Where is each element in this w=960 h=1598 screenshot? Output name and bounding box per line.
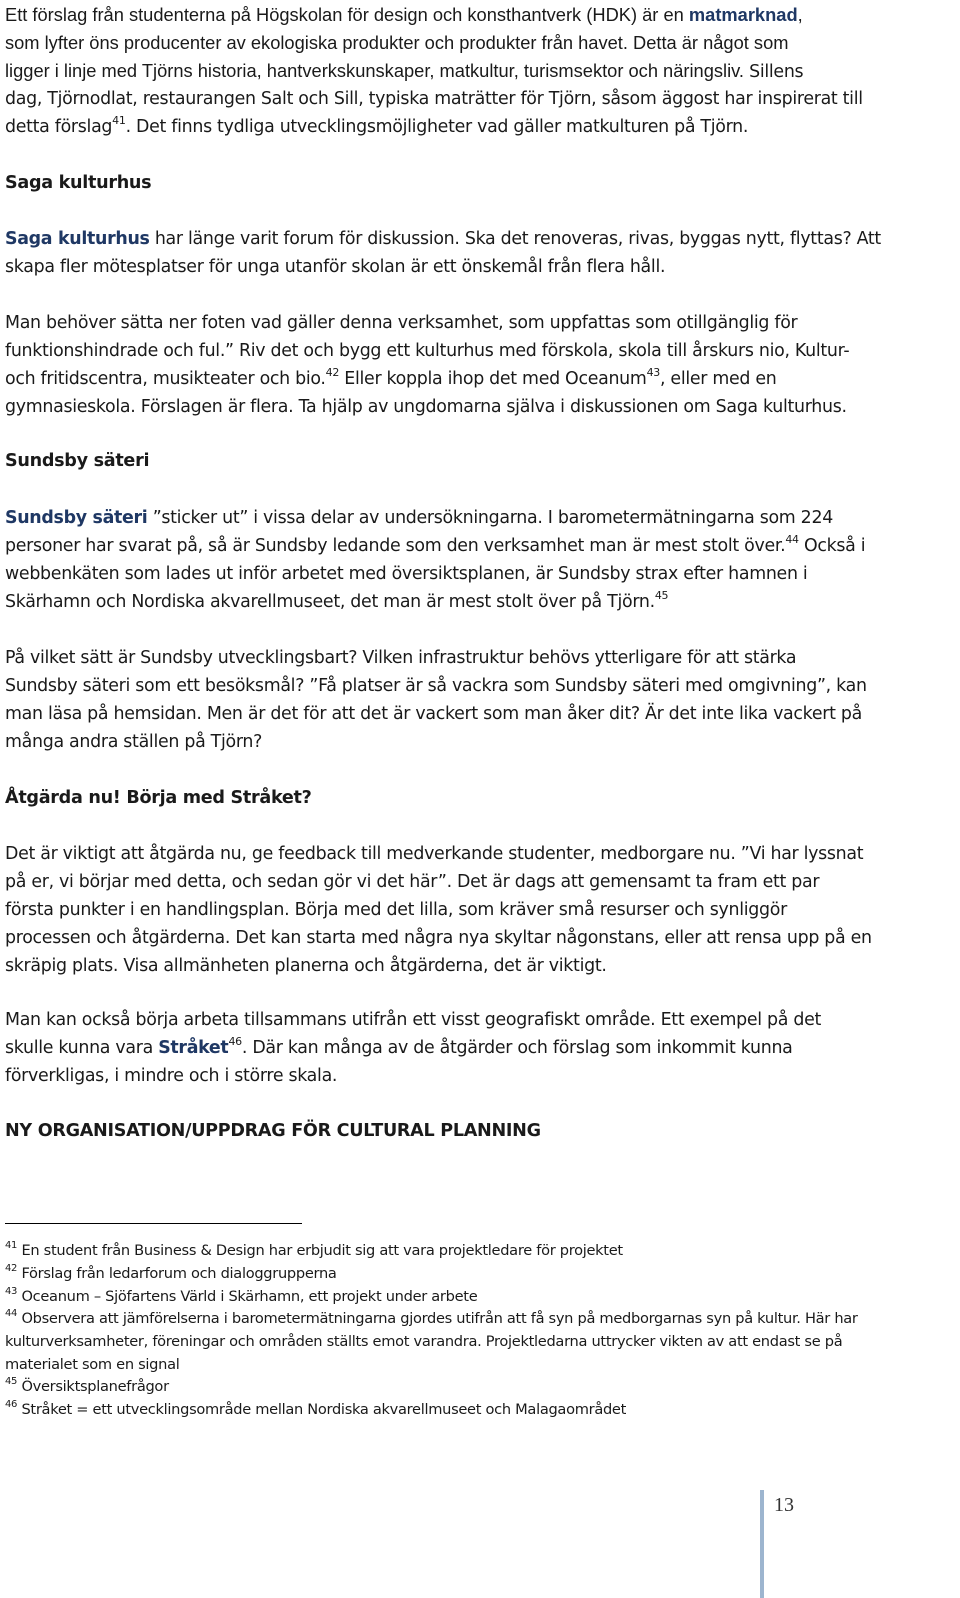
page-number-bar (760, 1490, 764, 1598)
footnote-ref: 43 (646, 366, 660, 379)
footnote-number: 43 (5, 1286, 18, 1297)
paragraph-line: många andra ställen på Tjörn? (5, 732, 263, 752)
footnote-44-cont: kulturverksamheter, föreningar och områden ställts emot varandra. Projektledarna uttrycker vikten av att endast se på (5, 1333, 843, 1350)
paragraph-line: på er, vi börjar med detta, och sedan gör vi det här”. Det är dags att gemensamt ta fram ett par (5, 872, 820, 892)
footnote-41 (5, 1239, 623, 1262)
paragraph-line: På vilket sätt är Sundsby utvecklingsbart? Vilken infrastruktur behövs ytterligare för att stärka (5, 648, 797, 668)
paragraph-line (5, 588, 668, 616)
footnote-42 (5, 1262, 337, 1285)
section-heading-sundsby: Sundsby säteri (5, 451, 150, 471)
paragraph-line (5, 57, 803, 85)
text: detta förslag (5, 117, 113, 137)
footnote-ref: 41 (112, 114, 126, 127)
paragraph-line: första punkter i en handlingsplan. Börja med det lilla, som kräver små resurser och synliggör (5, 900, 787, 920)
highlight-matmarknad: matmarknad (688, 4, 798, 25)
footnote-number: 44 (5, 1308, 18, 1319)
paragraph-line: processen och åtgärderna. Det kan starta med några nya skyltar någonstans, eller att rensa upp på en (5, 928, 872, 948)
text: ”sticker ut” i vissa delar av undersökningarna. I barometermätningarna som 224 (147, 508, 833, 528)
footnote-text: Översiktsplanefrågor (17, 1378, 169, 1395)
highlight-saga-kulturhus: Saga kulturhus (5, 229, 150, 249)
footnote-ref: 45 (654, 589, 669, 602)
paragraph-line: gymnasieskola. Förslagen är flera. Ta hjälp av ungdomarna själva i diskussionen om Saga kulturhus. (5, 397, 847, 417)
footnote-number: 41 (5, 1240, 18, 1251)
footnote-ref: 46 (228, 1035, 242, 1048)
paragraph-line (5, 1034, 793, 1062)
paragraph-line: dag, Tjörnodlat, restaurangen Salt och Sill, typiska maträtter för Tjörn, såsom äggost har inspirerat till (5, 89, 863, 109)
footnote-ref: 42 (325, 366, 340, 379)
text: har länge varit forum för diskussion. Ska det renoveras, rivas, byggas nytt, flyttas? Att (149, 229, 881, 249)
page-number: 13 (774, 1494, 794, 1516)
text: . Det finns tydliga utvecklingsmöjligheter vad gäller matkulturen på Tjörn. (125, 117, 749, 137)
paragraph-line: funktionshindrade och ful.” Riv det och bygg ett kulturhus med förskola, skola till årskurs nio, Kultur- (5, 341, 850, 361)
paragraph-line (5, 1, 803, 29)
paragraph-line: som lyfter öns producenter av ekologiska produkter och produkter från havet. Detta är något som (5, 32, 789, 53)
paragraph-line (5, 504, 833, 532)
footnote-45 (5, 1375, 169, 1398)
text: skulle kunna vara (5, 1038, 159, 1058)
text: Också i (798, 536, 866, 556)
footnote-ref: 44 (785, 533, 799, 546)
footnote-number: 46 (5, 1399, 18, 1410)
footnote-text: En student från Business & Design har erbjudit sig att vara projektledare för projektet (17, 1242, 623, 1259)
paragraph-line: skapa fler mötesplatser för unga utanför skolan är ett önskemål från flera håll. (5, 257, 666, 277)
paragraph-line: förverkligas, i mindre och i större skala. (5, 1066, 338, 1086)
footnote-number: 45 (5, 1376, 18, 1387)
footnote-44-cont: materialet som en signal (5, 1356, 180, 1373)
paragraph-line: Man kan också börja arbeta tillsammans utifrån ett visst geografiskt område. Ett exempel på det (5, 1010, 822, 1030)
text: Ett förslag från studenterna på Högskolan för design och konsthantverk (HDK) är en (5, 4, 689, 25)
text: Eller koppla ihop det med Oceanum (339, 369, 647, 389)
paragraph-line: Det är viktigt att åtgärda nu, ge feedback till medverkande studenter, medborgare nu. ”Vi har lyssnat (5, 844, 864, 864)
footnote-text: Stråket = ett utvecklingsområde mellan Nordiska akvarellmuseet och Malagaområdet (17, 1401, 627, 1418)
section-heading-saga: Saga kulturhus (5, 173, 152, 193)
paragraph-line (5, 365, 777, 393)
section-heading-ny-organisation: NY ORGANISATION/UPPDRAG FÖR CULTURAL PLANNING (5, 1121, 541, 1141)
paragraph-line (5, 113, 748, 141)
footnote-separator (5, 1223, 302, 1224)
paragraph-line: Man behöver sätta ner foten vad gäller denna verksamhet, som uppfattas som otillgänglig för (5, 313, 798, 333)
text: . Där kan många av de åtgärder och förslag som inkommit kunna (241, 1038, 793, 1058)
text: Skärhamn och Nordiska akvarellmuseet, det man är mest stolt över på Tjörn. (5, 592, 655, 612)
highlight-sundsby-sateri: Sundsby säteri (5, 508, 148, 528)
paragraph-line: skräpig plats. Visa allmänheten planerna och åtgärderna, det är viktigt. (5, 956, 607, 976)
paragraph-line (5, 532, 865, 560)
section-heading-atgarda: Åtgärda nu! Börja med Stråket? (5, 788, 312, 808)
text: ligger i linje med Tjörns historia, hantverkskunskaper, matkultur, turismsektor och näringsliv. (5, 60, 750, 81)
footnote-43 (5, 1285, 477, 1308)
footnote-44 (5, 1307, 858, 1330)
text: , (797, 4, 803, 25)
footnote-number: 42 (5, 1263, 18, 1274)
footnote-46 (5, 1398, 626, 1421)
paragraph-line: webbenkäten som lades ut inför arbetet med översiktsplanen, är Sundsby strax efter hamnen i (5, 564, 808, 584)
footnote-text: Observera att jämförelserna i barometermätningarna gjordes utifrån att få syn på medborgarnas syn på kultur. Här har (17, 1310, 858, 1327)
highlight-straket: Stråket (158, 1038, 229, 1058)
text: Sillens (749, 62, 804, 82)
text: personer har svarat på, så är Sundsby ledande som den verksamhet man är mest stolt över. (5, 536, 786, 556)
paragraph-line: man läsa på hemsidan. Men är det för att det är vackert som man åker dit? Är det inte lika vackert på (5, 704, 862, 724)
text: och fritidscentra, musikteater och bio. (5, 369, 326, 389)
footnote-text: Förslag från ledarforum och dialoggrupperna (17, 1265, 337, 1282)
text: , eller med en (659, 369, 777, 389)
footnote-text: Oceanum – Sjöfartens Värld i Skärhamn, ett projekt under arbete (17, 1288, 478, 1305)
paragraph-line: Sundsby säteri som ett besöksmål? ”Få platser är så vackra som Sundsby säteri med omgivning”, kan (5, 676, 867, 696)
paragraph-line (5, 225, 881, 253)
